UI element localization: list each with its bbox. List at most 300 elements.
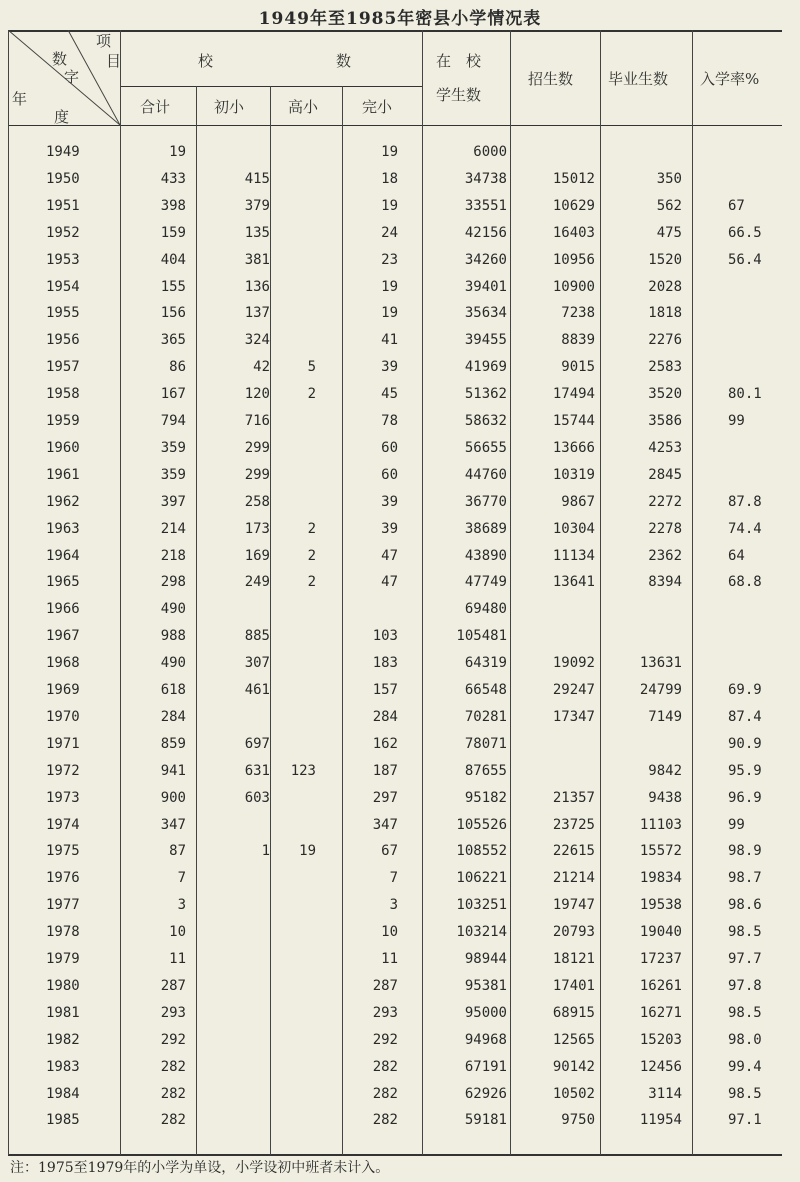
cell-students: 6000 — [473, 144, 507, 160]
cell-enrollment: 12565 — [552, 1031, 595, 1048]
cell-graduates: 11954 — [639, 1112, 682, 1129]
cell-year: 1960 — [46, 439, 80, 456]
cell-rate: 98.7 — [728, 870, 762, 887]
cell-total: 618 — [160, 682, 186, 698]
cell-year: 1951 — [46, 197, 80, 214]
cell-gaoxiao — [286, 868, 316, 888]
cell-rate: 95.9 — [728, 762, 762, 779]
cell-graduates: 3520 — [648, 386, 682, 403]
header-chuxiao: 初小 — [214, 98, 245, 116]
cell-rate — [728, 142, 778, 162]
cell-gaoxiao: 2 — [307, 574, 316, 591]
cell-wanxiao: 39 — [381, 520, 398, 537]
cell-chuxiao — [212, 1030, 270, 1050]
cell-year: 1965 — [46, 574, 80, 591]
cell-gaoxiao — [286, 1084, 316, 1104]
cell-chuxiao: 120 — [244, 386, 270, 403]
cell-year: 1958 — [46, 386, 80, 403]
page-title: 1949年至1985年密县小学情况表 — [258, 9, 542, 29]
cell-rate: 96.9 — [728, 789, 762, 806]
cell-year: 1959 — [46, 413, 80, 429]
cell-gaoxiao: 19 — [299, 843, 316, 860]
cell-total: 282 — [160, 1058, 186, 1075]
cell-enrollment: 9867 — [561, 493, 595, 510]
cell-wanxiao: 3 — [389, 897, 398, 914]
cell-students: 34260 — [464, 251, 507, 268]
cell-wanxiao: 287 — [372, 977, 398, 994]
cell-total: 3 — [177, 897, 186, 914]
cell-rate: 99 — [728, 413, 745, 429]
cell-year: 1956 — [46, 332, 80, 349]
header-wanxiao: 完小 — [362, 98, 393, 116]
cell-rate — [728, 653, 778, 673]
cell-rate: 98.5 — [728, 1085, 762, 1102]
header-students-top: 在 校 — [436, 52, 482, 70]
cell-year: 1964 — [46, 547, 80, 564]
cell-year: 1949 — [46, 144, 80, 160]
cell-rate: 68.8 — [728, 574, 762, 591]
cell-graduates: 16261 — [639, 977, 682, 994]
cell-graduates: 1520 — [648, 251, 682, 268]
cell-rate: 98.0 — [728, 1031, 762, 1048]
cell-chuxiao: 379 — [244, 197, 270, 214]
cell-rate: 87.4 — [728, 708, 762, 725]
cell-wanxiao: 282 — [372, 1058, 398, 1075]
cell-chuxiao: 885 — [244, 628, 270, 645]
cell-graduates: 1818 — [648, 305, 682, 322]
cell-enrollment: 90142 — [552, 1058, 595, 1075]
cell-students: 36770 — [464, 493, 507, 510]
cell-wanxiao: 162 — [372, 735, 398, 752]
cell-total: 156 — [160, 305, 186, 322]
header-total: 合计 — [140, 98, 171, 116]
cell-chuxiao: 135 — [244, 224, 270, 241]
col-rule — [120, 30, 121, 1155]
cell-year: 1962 — [46, 493, 80, 510]
cell-total: 794 — [160, 413, 186, 429]
cell-rate: 74.4 — [728, 520, 762, 537]
cell-graduates: 13631 — [639, 655, 682, 672]
cell-gaoxiao — [286, 707, 316, 727]
cell-wanxiao: 157 — [372, 682, 398, 698]
cell-rate: 97.8 — [728, 977, 762, 994]
cell-total: 900 — [160, 789, 186, 806]
cell-total: 287 — [160, 977, 186, 994]
cell-chuxiao: 42 — [253, 359, 270, 376]
cell-students: 105526 — [456, 816, 507, 833]
col-rule — [600, 30, 601, 1155]
cell-students: 95182 — [464, 789, 507, 806]
cell-year: 1954 — [46, 278, 80, 295]
cell-total: 859 — [160, 735, 186, 752]
cell-gaoxiao: 5 — [307, 359, 316, 376]
cell-chuxiao — [212, 976, 270, 996]
cell-students: 94968 — [464, 1031, 507, 1048]
cell-year: 1978 — [46, 924, 80, 941]
cell-enrollment: 16403 — [552, 224, 595, 241]
cell-total: 7 — [177, 870, 186, 887]
cell-chuxiao — [212, 868, 270, 888]
cell-chuxiao — [212, 1057, 270, 1077]
cell-chuxiao: 307 — [244, 655, 270, 672]
cell-students: 103251 — [456, 897, 507, 914]
col-rule — [342, 86, 343, 1155]
cell-total: 19 — [169, 144, 186, 160]
cell-students: 39455 — [464, 332, 507, 349]
cell-chuxiao — [212, 949, 270, 969]
cell-graduates: 16271 — [639, 1004, 682, 1021]
cell-wanxiao: 293 — [372, 1004, 398, 1021]
cell-total: 359 — [160, 466, 186, 483]
cell-gaoxiao: 2 — [307, 547, 316, 564]
cell-wanxiao: 67 — [381, 843, 398, 860]
cell-rate — [728, 357, 778, 377]
cell-year: 1983 — [46, 1058, 80, 1075]
cell-wanxiao: 24 — [381, 224, 398, 241]
cell-wanxiao: 347 — [372, 816, 398, 833]
cell-students: 44760 — [464, 466, 507, 483]
cell-year: 1972 — [46, 762, 80, 779]
col-rule — [692, 30, 693, 1155]
cell-gaoxiao: 2 — [307, 386, 316, 403]
cell-chuxiao: 697 — [244, 735, 270, 752]
cell-year: 1963 — [46, 520, 80, 537]
col-rule — [270, 86, 271, 1155]
cell-graduates: 24799 — [639, 682, 682, 698]
cell-chuxiao: 1 — [261, 843, 270, 860]
cell-gaoxiao — [286, 895, 316, 915]
cell-gaoxiao — [286, 734, 316, 754]
cell-total: 159 — [160, 224, 186, 241]
col-rule — [8, 30, 9, 1155]
cell-rate — [728, 330, 778, 350]
cell-wanxiao: 292 — [372, 1031, 398, 1048]
cell-chuxiao: 136 — [244, 278, 270, 295]
cell-graduates: 2276 — [648, 332, 682, 349]
cell-wanxiao: 23 — [381, 251, 398, 268]
cell-enrollment: 10304 — [552, 520, 595, 537]
cell-rate: 90.9 — [728, 735, 762, 752]
cell-total: 282 — [160, 1112, 186, 1129]
cell-students: 42156 — [464, 224, 507, 241]
cell-students: 39401 — [464, 278, 507, 295]
cell-gaoxiao — [286, 922, 316, 942]
col-rule — [510, 30, 511, 1155]
cell-enrollment — [523, 142, 595, 162]
cell-students: 87655 — [464, 762, 507, 779]
cell-rate — [728, 277, 778, 297]
cell-enrollment: 68915 — [552, 1004, 595, 1021]
header-graduates: 毕业生数 — [608, 70, 669, 88]
cell-students: 106221 — [456, 870, 507, 887]
cell-wanxiao — [354, 599, 398, 619]
cell-year: 1969 — [46, 682, 80, 698]
cell-year: 1953 — [46, 251, 80, 268]
cell-graduates: 19040 — [639, 924, 682, 941]
subheader-rule — [120, 86, 422, 87]
cell-graduates — [608, 626, 682, 646]
cell-chuxiao: 631 — [244, 762, 270, 779]
cell-year: 1974 — [46, 816, 80, 833]
cell-wanxiao: 103 — [372, 628, 398, 645]
cell-total: 941 — [160, 762, 186, 779]
cell-rate — [728, 599, 778, 619]
header-diag-item: 项 — [96, 32, 112, 50]
cell-enrollment — [523, 626, 595, 646]
cell-enrollment: 10629 — [552, 197, 595, 214]
cell-enrollment: 29247 — [552, 682, 595, 698]
cell-enrollment: 7238 — [561, 305, 595, 322]
cell-chuxiao: 381 — [244, 251, 270, 268]
header-diag-nian: 年 — [12, 90, 28, 108]
cell-students: 103214 — [456, 924, 507, 941]
cell-chuxiao: 299 — [244, 439, 270, 456]
cell-graduates: 12456 — [639, 1058, 682, 1075]
cell-graduates: 8394 — [648, 574, 682, 591]
cell-chuxiao: 415 — [244, 170, 270, 187]
cell-students: 34738 — [464, 170, 507, 187]
cell-enrollment: 9015 — [561, 359, 595, 376]
header-school-count: 校 — [198, 52, 214, 70]
cell-graduates: 2278 — [648, 520, 682, 537]
cell-rate: 56.4 — [728, 251, 762, 268]
cell-enrollment: 17347 — [552, 708, 595, 725]
cell-rate — [728, 465, 778, 485]
cell-enrollment: 15012 — [552, 170, 595, 187]
cell-gaoxiao — [286, 1110, 316, 1130]
cell-chuxiao — [212, 815, 270, 835]
cell-rate: 99.4 — [728, 1058, 762, 1075]
cell-students: 69480 — [464, 601, 507, 618]
cell-graduates — [608, 734, 682, 754]
cell-students: 38689 — [464, 520, 507, 537]
cell-students: 41969 — [464, 359, 507, 376]
cell-graduates: 475 — [656, 224, 682, 241]
cell-students: 95000 — [464, 1004, 507, 1021]
cell-rate — [728, 303, 778, 323]
cell-graduates: 15203 — [639, 1031, 682, 1048]
header-rate: 入学率% — [700, 70, 760, 88]
cell-gaoxiao — [286, 250, 316, 270]
cell-students: 59181 — [464, 1112, 507, 1129]
cell-wanxiao: 39 — [381, 359, 398, 376]
cell-year: 1975 — [46, 843, 80, 860]
cell-rate: 98.5 — [728, 1004, 762, 1021]
cell-rate: 98.6 — [728, 897, 762, 914]
cell-enrollment: 10319 — [552, 466, 595, 483]
cell-rate: 66.5 — [728, 224, 762, 241]
cell-year: 1966 — [46, 601, 80, 618]
cell-students: 56655 — [464, 439, 507, 456]
cell-rate: 97.7 — [728, 951, 762, 967]
cell-chuxiao: 461 — [244, 682, 270, 698]
cell-chuxiao: 716 — [244, 413, 270, 429]
cell-chuxiao — [212, 1110, 270, 1130]
cell-enrollment: 18121 — [552, 951, 595, 967]
cell-enrollment: 22615 — [552, 843, 595, 860]
cell-graduates: 11103 — [639, 816, 682, 833]
cell-gaoxiao — [286, 976, 316, 996]
cell-rate: 69.9 — [728, 682, 762, 698]
cell-graduates: 15572 — [639, 843, 682, 860]
header-enrollment: 招生数 — [528, 70, 574, 88]
cell-gaoxiao — [286, 438, 316, 458]
cell-chuxiao: 173 — [244, 520, 270, 537]
header-bottom-rule — [8, 125, 782, 126]
cell-gaoxiao — [286, 1057, 316, 1077]
cell-chuxiao: 258 — [244, 493, 270, 510]
cell-rate: 80.1 — [728, 386, 762, 403]
cell-graduates: 350 — [656, 170, 682, 187]
cell-chuxiao — [212, 922, 270, 942]
header-school-count-2: 数 — [336, 52, 352, 70]
cell-rate: 64 — [728, 547, 745, 564]
cell-graduates — [608, 142, 682, 162]
cell-enrollment: 17401 — [552, 977, 595, 994]
cell-enrollment — [523, 599, 595, 619]
cell-total: 155 — [160, 278, 186, 295]
cell-wanxiao: 183 — [372, 655, 398, 672]
cell-students: 47749 — [464, 574, 507, 591]
cell-wanxiao: 10 — [381, 924, 398, 941]
cell-total: 214 — [160, 520, 186, 537]
cell-total: 490 — [160, 655, 186, 672]
cell-students: 70281 — [464, 708, 507, 725]
cell-year: 1967 — [46, 628, 80, 645]
cell-chuxiao: 324 — [244, 332, 270, 349]
cell-year: 1984 — [46, 1085, 80, 1102]
cell-year: 1970 — [46, 708, 80, 725]
cell-students: 105481 — [456, 628, 507, 645]
cell-total: 298 — [160, 574, 186, 591]
header-diag-du: 度 — [54, 108, 70, 126]
cell-total: 86 — [169, 359, 186, 376]
cell-students: 58632 — [464, 413, 507, 429]
cell-enrollment: 19092 — [552, 655, 595, 672]
cell-gaoxiao: 2 — [307, 520, 316, 537]
cell-year: 1982 — [46, 1031, 80, 1048]
cell-total: 404 — [160, 251, 186, 268]
cell-chuxiao — [212, 142, 270, 162]
cell-graduates: 2845 — [648, 466, 682, 483]
cell-wanxiao: 7 — [389, 870, 398, 887]
cell-students: 33551 — [464, 197, 507, 214]
cell-gaoxiao — [286, 788, 316, 808]
cell-wanxiao: 282 — [372, 1085, 398, 1102]
cell-graduates: 2028 — [648, 278, 682, 295]
cell-total: 218 — [160, 547, 186, 564]
cell-gaoxiao — [286, 1030, 316, 1050]
cell-graduates — [608, 599, 682, 619]
cell-total: 398 — [160, 197, 186, 214]
cell-graduates: 19538 — [639, 897, 682, 914]
col-rule — [196, 86, 197, 1155]
cell-wanxiao: 47 — [381, 574, 398, 591]
cell-graduates: 9438 — [648, 789, 682, 806]
cell-wanxiao: 41 — [381, 332, 398, 349]
cell-total: 347 — [160, 816, 186, 833]
cell-rate — [728, 626, 778, 646]
cell-enrollment: 13666 — [552, 439, 595, 456]
cell-chuxiao — [212, 599, 270, 619]
cell-gaoxiao — [286, 949, 316, 969]
cell-year: 1950 — [46, 170, 80, 187]
cell-chuxiao — [212, 1084, 270, 1104]
cell-students: 98944 — [464, 951, 507, 967]
cell-enrollment: 21357 — [552, 789, 595, 806]
cell-enrollment: 10956 — [552, 251, 595, 268]
header-gaoxiao: 高小 — [288, 98, 319, 116]
cell-year: 1981 — [46, 1004, 80, 1021]
cell-total: 988 — [160, 628, 186, 645]
cell-enrollment: 19747 — [552, 897, 595, 914]
cell-wanxiao: 282 — [372, 1112, 398, 1129]
cell-gaoxiao — [286, 653, 316, 673]
cell-chuxiao: 249 — [244, 574, 270, 591]
cell-enrollment: 8839 — [561, 332, 595, 349]
header-students-bottom: 学生数 — [436, 86, 482, 104]
cell-gaoxiao — [286, 142, 316, 162]
cell-total: 11 — [169, 951, 186, 967]
cell-enrollment: 11134 — [552, 547, 595, 564]
cell-year: 1971 — [46, 735, 80, 752]
cell-graduates: 17237 — [639, 951, 682, 967]
cell-students: 67191 — [464, 1058, 507, 1075]
cell-year: 1955 — [46, 305, 80, 322]
cell-students: 62926 — [464, 1085, 507, 1102]
cell-rate — [728, 169, 778, 189]
table-top-rule — [8, 30, 782, 32]
cell-chuxiao — [212, 707, 270, 727]
cell-rate: 97.1 — [728, 1112, 762, 1129]
cell-gaoxiao — [286, 465, 316, 485]
cell-rate: 67 — [728, 197, 745, 214]
cell-year: 1977 — [46, 897, 80, 914]
cell-gaoxiao — [286, 411, 316, 431]
cell-chuxiao: 603 — [244, 789, 270, 806]
cell-graduates: 3586 — [648, 413, 682, 429]
cell-wanxiao: 47 — [381, 547, 398, 564]
cell-year: 1985 — [46, 1112, 80, 1129]
cell-graduates: 2583 — [648, 359, 682, 376]
cell-wanxiao: 60 — [381, 439, 398, 456]
cell-chuxiao — [212, 1003, 270, 1023]
cell-graduates: 562 — [656, 197, 682, 214]
cell-gaoxiao — [286, 196, 316, 216]
cell-rate: 87.8 — [728, 493, 762, 510]
cell-total: 490 — [160, 601, 186, 618]
cell-students: 51362 — [464, 386, 507, 403]
cell-gaoxiao: 123 — [290, 762, 316, 779]
cell-gaoxiao — [286, 277, 316, 297]
cell-year: 1957 — [46, 359, 80, 376]
cell-students: 108552 — [456, 843, 507, 860]
cell-wanxiao: 78 — [381, 413, 398, 429]
cell-graduates: 2272 — [648, 493, 682, 510]
cell-total: 433 — [160, 170, 186, 187]
cell-wanxiao: 60 — [381, 466, 398, 483]
cell-year: 1976 — [46, 870, 80, 887]
cell-graduates: 3114 — [648, 1085, 682, 1102]
cell-year: 1968 — [46, 655, 80, 672]
cell-enrollment: 10502 — [552, 1085, 595, 1102]
cell-wanxiao: 297 — [372, 789, 398, 806]
cell-total: 292 — [160, 1031, 186, 1048]
cell-wanxiao: 18 — [381, 170, 398, 187]
cell-rate: 98.5 — [728, 924, 762, 941]
header-diag-mu: 目 — [106, 52, 122, 70]
cell-enrollment: 17494 — [552, 386, 595, 403]
